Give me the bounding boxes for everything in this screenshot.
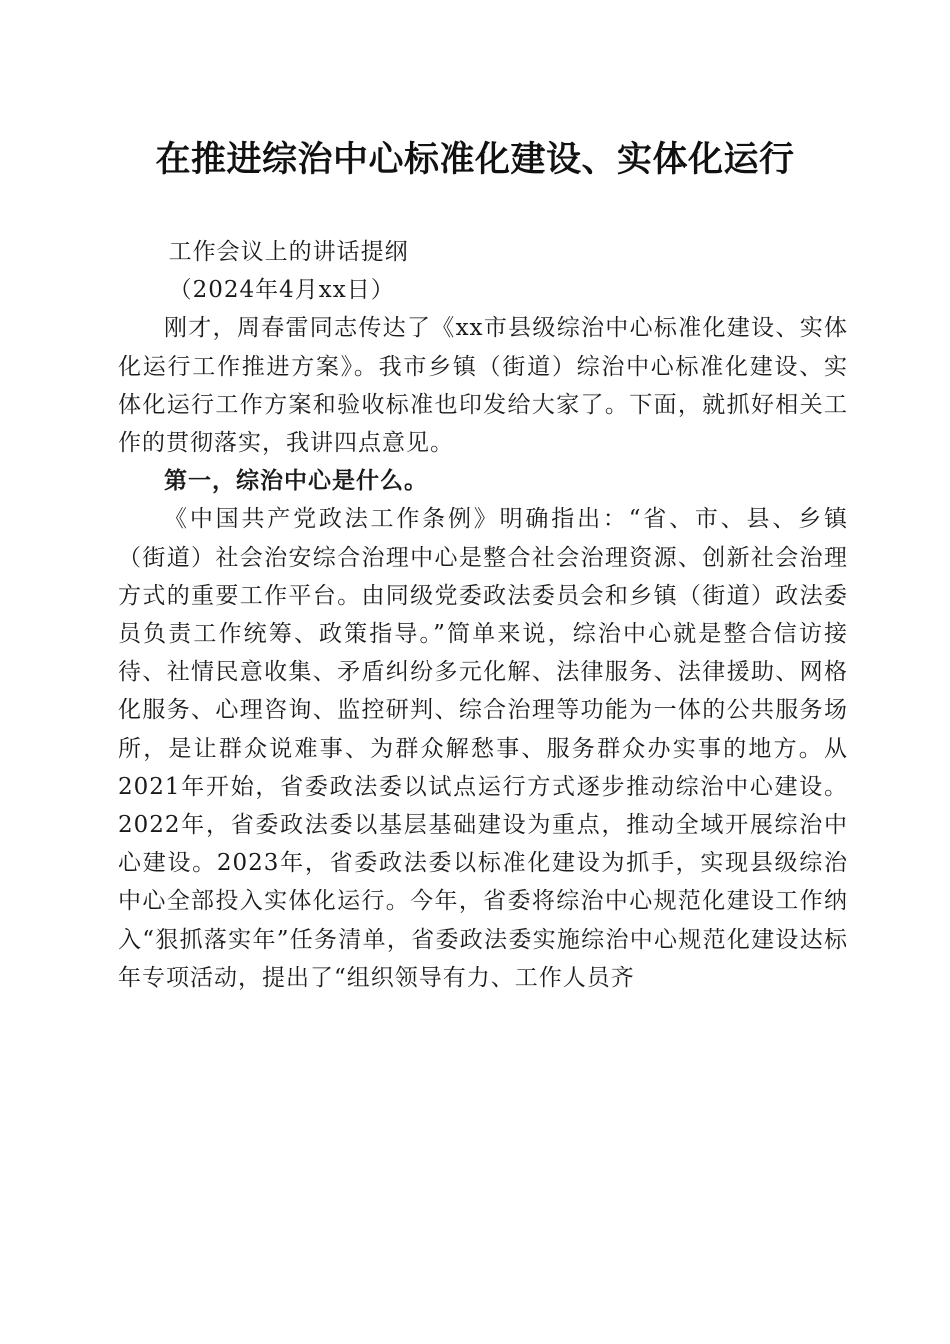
paragraph-intro: 刚才，周春雷同志传达了《xx市县级综治中心标准化建设、实体化运行工作推进方案》。我市乡镇（街道）综治中心标准化建设、实体化运行工作方案和验收标准也印发给大家了。下面，就抓好相关工作的贯彻落实，我讲四点意见。 — [118, 315, 848, 457]
section-heading-1: 第一，综治中心是什么。 — [164, 468, 428, 495]
document-date: （2024年4月xx日） — [168, 277, 395, 304]
document-body — [118, 233, 848, 997]
document-subtitle: 工作会议上的讲话提纲 — [168, 239, 409, 265]
document-title: 在推进综治中心标准化建设、实体化运行 — [155, 140, 795, 180]
paragraph-section-1: 《中国共产党政法工作条例》明确指出：“省、市、县、乡镇（街道）社会治安综合治理中心是整合社会治理资源、创新社会治理方式的重要工作平台。由同级党委政法委员会和乡镇（街道）政法委员负责工作统筹、政策指导。”简单来说，综治中心就是整合信访接待、社情民意收集、矛盾纠纷多元化解、法律服务、法律援助、网格化服务、心理咨询、监控研判、综合治理等功能为一体的公共服务场所，是让群众说难事、为群众解愁事、服务群众办实事的地方。从2021年开始，省委政法委以试点运行方式逐步推动综治中心建设。2022年，省委政法委以基层基础建设为重点，推动全域开展综治中心建设。2023年，省委政法委以标准化建设为抓手，实现县级综治中心全部投入实体化运行。今年，省委将综治中心规范化建设工作纳入“狠抓落实年”任务清单，省委政法委实施综治中心规范化建设达标年专项活动，提出了“组织领导有力、工作人员齐 — [118, 506, 848, 991]
